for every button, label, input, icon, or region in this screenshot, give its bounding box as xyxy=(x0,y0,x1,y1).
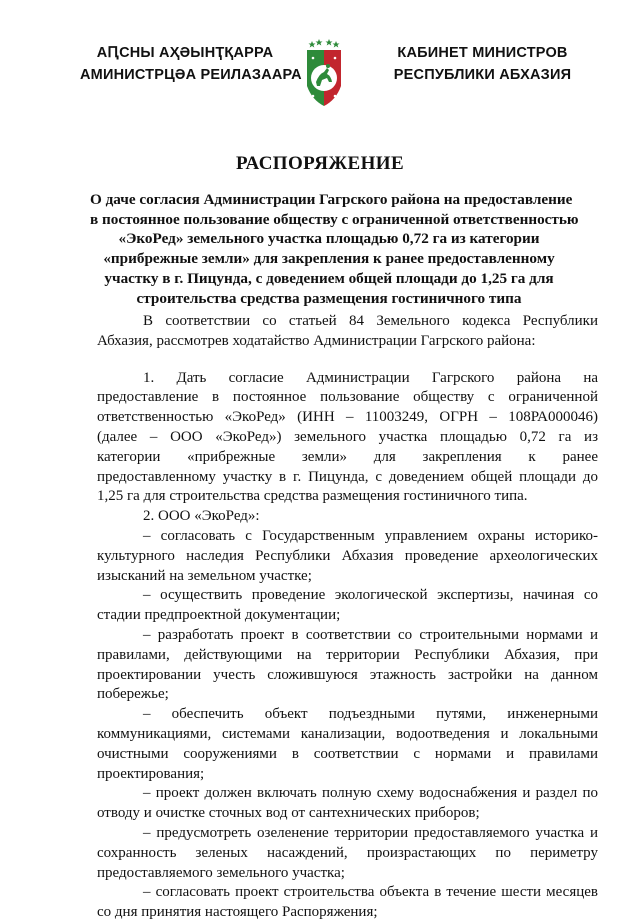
item-2-bullet xyxy=(97,883,598,923)
item-2-heading: 2. ООО «ЭкоРед»: xyxy=(143,508,260,525)
subject-line: участку в г. Пицунда, с доведением общей площади до 1,25 га для xyxy=(104,269,554,287)
header-right-line-2: РЕСПУБЛИКИ АБХАЗИЯ xyxy=(393,67,572,83)
header-left-line-1: АԤСНЫ АҲӘЫНҬҚАРРА xyxy=(96,45,274,61)
body-line: ответственностью «ЭкоРед» (ИНН – 11003249, ОГРН – 108РА000046) xyxy=(97,409,598,426)
document-subject xyxy=(90,190,579,308)
body-line: (далее – ООО «ЭкоРед») земельного участка площадью 0,72 га из xyxy=(97,428,598,445)
body-line: – предусмотреть озеленение территории предоставляемого участка и xyxy=(143,824,598,841)
subject-line: «ЭкоРед» земельного участка площадью 0,72 га из категории xyxy=(118,230,540,248)
body-line: категории «прибрежные земли» для закрепления к ранее xyxy=(97,448,598,465)
body-line: культурного наследия Республики Абхазия проведение археологических xyxy=(97,547,598,564)
body-line: – обеспечить объект подъездными путями, инженерными xyxy=(143,706,598,723)
body-line: 1. Дать согласие Администрации Гагрского района на xyxy=(143,369,598,386)
coat-of-arms-icon xyxy=(304,38,344,110)
item-2-bullet xyxy=(97,824,598,883)
body-line: стадии предпроектной документации; xyxy=(97,607,341,624)
body-line: правилами, действующими на территории Республики Абхазия, при xyxy=(97,646,598,663)
document-body xyxy=(97,312,598,923)
body-line: – осуществить проведение экологической экспертизы, начиная со xyxy=(143,587,598,604)
item-2-bullet xyxy=(97,705,598,784)
item-2-bullet xyxy=(97,527,598,586)
body-line: отводу и очистке сточных вод от сантехнических приборов; xyxy=(97,805,480,822)
header-right-line-1: КАБИНЕТ МИНИСТРОВ xyxy=(397,45,568,61)
body-line: изысканий на земельном участке; xyxy=(97,567,312,584)
header-left-line-2: АМИНИСТРЦӘА РЕИЛАЗААРА xyxy=(80,67,302,83)
item-2-bullet xyxy=(97,626,598,705)
body-line: предоставляемого земельного участка; xyxy=(97,864,345,881)
subject-line: «прибрежные земли» для закрепления к ранее предоставленному xyxy=(103,250,555,268)
intro-paragraph xyxy=(97,312,598,352)
header-right-russian xyxy=(380,42,585,86)
body-line: – проект должен включать полную схему водоснабжения и раздел по xyxy=(143,785,598,802)
item-2-bullet xyxy=(97,784,598,824)
body-line: Абхазия, рассмотрев ходатайство Администрации Гагрского района: xyxy=(97,332,536,349)
body-line: очистными сооружениями в соответствии с нормами и правилами xyxy=(97,745,598,762)
body-line: со дня принятия настоящего Распоряжения; xyxy=(97,904,378,921)
body-line: предоставленному участку в г. Пицунда, с доведением общей площади до xyxy=(97,468,598,485)
body-line: – разработать проект в соответствии со строительными нормами и xyxy=(143,626,598,643)
body-line: – согласовать с Государственным управлением охраны историко- xyxy=(143,527,598,544)
subject-line: в постоянное пользование обществу с ограниченной ответственностью xyxy=(90,210,579,228)
item-1-paragraph xyxy=(97,369,598,508)
subject-line: О даче согласия Администрации Гагрского района на предоставление xyxy=(90,191,573,208)
body-line: В соответствии со статьей 84 Земельного кодекса Республики xyxy=(143,313,598,329)
document-title: РАСПОРЯЖЕНИЕ xyxy=(235,153,405,174)
header-left-abkhaz xyxy=(80,42,302,86)
body-line: побережье; xyxy=(97,686,169,703)
subject-line: строительства средства размещения гостиничного типа xyxy=(136,289,522,307)
body-line: проектирования; xyxy=(97,765,205,782)
body-line: сохранность зеленых насаждений, произрастающих по периметру xyxy=(97,844,598,861)
body-line: предоставление в постоянное пользование обществу с ограниченной xyxy=(97,389,598,406)
item-2-bullet xyxy=(97,586,598,626)
body-line: – согласовать проект строительства объекта в течение шести месяцев xyxy=(143,884,598,901)
body-line: коммуникациями, системами канализации, водоотведения и локальными xyxy=(97,725,598,742)
body-line: 1,25 га для строительства средства размещения гостиничного типа. xyxy=(97,488,528,505)
item-2-paragraph xyxy=(97,507,598,923)
body-line: проектировании учесть сложившуюся этажность застройки на данном xyxy=(97,666,598,683)
